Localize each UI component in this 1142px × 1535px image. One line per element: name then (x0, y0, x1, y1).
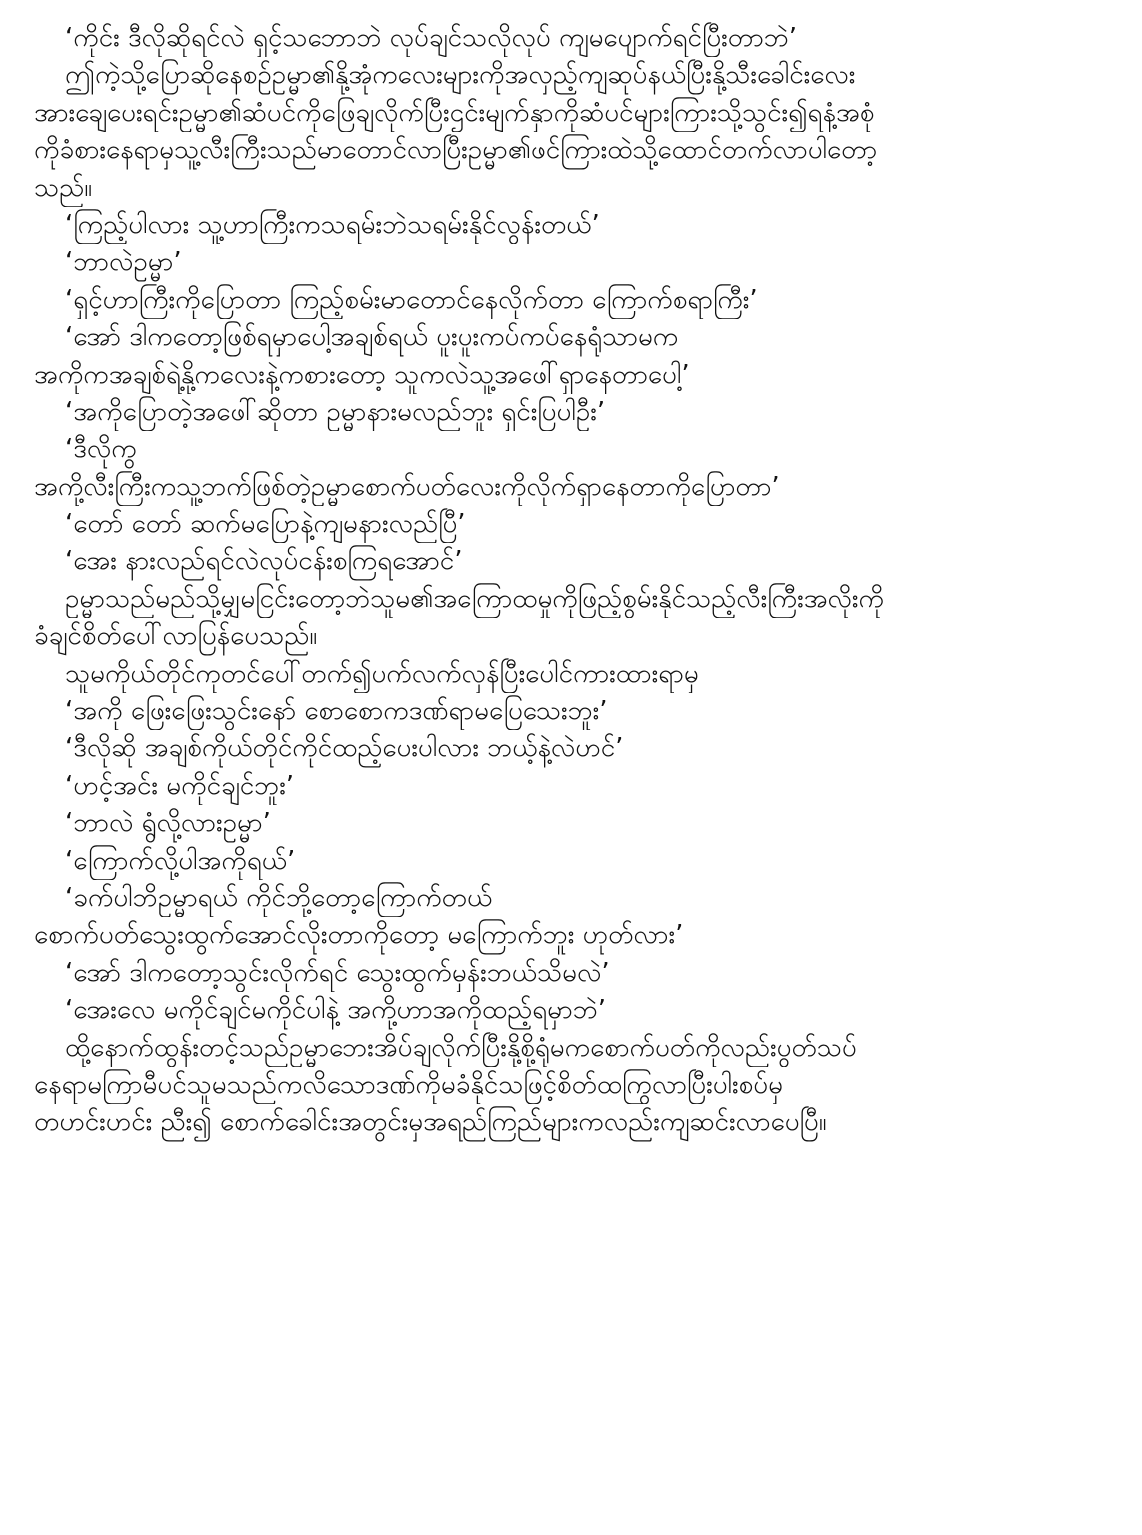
paragraph-line: ‘ကြောက်လို့ပါအကိုရယ်’ (65, 845, 296, 876)
paragraph-line: ‘ကြည့်ပါလား သူ့ဟာကြီးကသရမ်းဘဲသရမ်းနိုင်လွန်းတယ်’ (65, 209, 600, 240)
paragraph-line: အကိုကအချစ်ရဲ့နို့ကလေးနဲ့ကစားတော့ သူကလဲသူ့အဖေါ်ရှာနေတာပေါ့’ (34, 359, 690, 390)
paragraph-line: ‘အော် ဒါကတော့ဖြစ်ရမှာပေါ့အချစ်ရယ် ပူးပူးကပ်ကပ်နေရုံသာမက (65, 322, 679, 353)
paragraph-line: ‘ရှင့်ဟာကြီးကိုပြောတာ ကြည့်စမ်းမာတောင်နေလိုက်တာ ကြောက်စရာကြီး’ (65, 284, 758, 315)
paragraph-line: သူမကိုယ်တိုင်ကုတင်ပေါ်တက်၍ပက်လက်လှန်ပြီးပေါင်ကားထားရာမှ (65, 658, 699, 689)
paragraph-line: ‘ဘာလဲ ရွံလို့လားဥမ္မာ’ (65, 808, 271, 839)
paragraph-line: တဟင်းဟင်း ညီး၍ စောက်ခေါင်းအတွင်းမှအရည်ကြည်များကလည်းကျဆင်းလာပေပြီ။ (34, 1107, 827, 1138)
paragraph-line: ‘အကိုပြောတဲ့အဖေါ်ဆိုတာ ဥမ္မာနားမလည်ဘူး ရှင်းပြပါဦး’ (65, 396, 606, 427)
paragraph-line: ‘ဒီလိုဆို အချစ်ကိုယ်တိုင်ကိုင်ထည့်ပေးပါလား ဘယ့်နဲ့လဲဟင်’ (65, 733, 624, 764)
paragraph-line: ကိုခံစားနေရာမှသူ့လီးကြီးသည်မာတောင်လာပြီးဥမ္မာ၏ဖင်ကြားထဲသို့ထောင်တက်လာပါတော့ (34, 135, 878, 166)
paragraph-line: ‘အေးလေ မကိုင်ချင်မကိုင်ပါနဲ့ အကို့ဟာအကိုထည့်ရမှာဘဲ’ (65, 995, 607, 1026)
paragraph-line: ‘အကို ဖြေးဖြေးသွင်းနော် စောစောကဒဏ်ရာမပြေသေးဘူး’ (65, 696, 608, 727)
body-text (34, 20, 1114, 1142)
paragraph-line: ‘တော် တော် ဆက်မပြောနဲ့ကျမနားလည်ပြီ’ (65, 509, 466, 540)
paragraph-line: ဥမ္မာသည်မည်သို့မျှမငြင်းတော့ဘဲသူမ၏အကြောထမှုကိုဖြည့်စွမ်းနိုင်သည့်လီးကြီးအလိုးကို (65, 583, 884, 614)
paragraph-line: ‘ဒီလိုကွ (65, 434, 137, 465)
paragraph-line: အားချေပေးရင်းဥမ္မာ၏ဆံပင်ကိုဖြေချလိုက်ပြီးဌင်းမျက်နှာကိုဆံပင်များကြားသို့သွင်း၍ရနံ့အစုံ (34, 97, 875, 128)
paragraph-line: ဤကဲ့သို့ပြောဆိုနေစဉ်ဥမ္မာ၏နို့အုံကလေးများကိုအလှည့်ကျဆုပ်နယ်ပြီးနို့သီးခေါင်းလေး (65, 60, 856, 91)
paragraph-line: ‘ခက်ပါဘိဥမ္မာရယ် ကိုင်ဘို့တော့ကြောက်တယ် (65, 882, 493, 913)
paragraph-line: ‘အော် ဒါကတော့သွင်းလိုက်ရင် သွေးထွက်မှန်းဘယ်သိမလဲ’ (65, 957, 610, 988)
paragraph-line: နေရာမကြာမီပင်သူမသည်ကလိသောဒဏ်ကိုမခံနိုင်သဖြင့်စိတ်ထကြွလာပြီးပါးစပ်မှ (34, 1069, 783, 1100)
paragraph-line: အကို့လီးကြီးကသူ့ဘက်ဖြစ်တဲ့ဥမ္မာစောက်ပတ်လေးကိုလိုက်ရှာနေတာကိုပြောတာ’ (34, 471, 780, 502)
paragraph-line: ‘ကိုင်း ဒီလိုဆိုရင်လဲ ရှင့်သဘောဘဲ လုပ်ချင်သလိုလုပ် ကျမပျောက်ရင်ပြီးတာဘဲ’ (65, 23, 798, 53)
paragraph-line: ခံချင်စိတ်ပေါ်လာပြန်ပေသည်။ (34, 621, 318, 652)
paragraph-line: ထို့နောက်ထွန်းတင့်သည်ဥမ္မာဘေးအိပ်ချလိုက်ပြီးနို့စို့ရုံမကစောက်ပတ်ကိုလည်းပွတ်သပ် (65, 1032, 857, 1063)
paragraph-line: ‘ဟင့်အင်း မကိုင်ချင်ဘူး’ (65, 770, 295, 801)
paragraph-line: စောက်ပတ်သွေးထွက်အောင်လိုးတာကိုတော့ မကြောက်ဘူး ဟုတ်လား’ (34, 920, 684, 951)
paragraph-line: ‘ဘာလဲဥမ္မာ’ (65, 247, 182, 278)
paragraph-line: သည်။ (34, 172, 93, 203)
paragraph-line: ‘အေး နားလည်ရင်လဲလုပ်ငန်းစကြရအောင်’ (65, 546, 463, 577)
